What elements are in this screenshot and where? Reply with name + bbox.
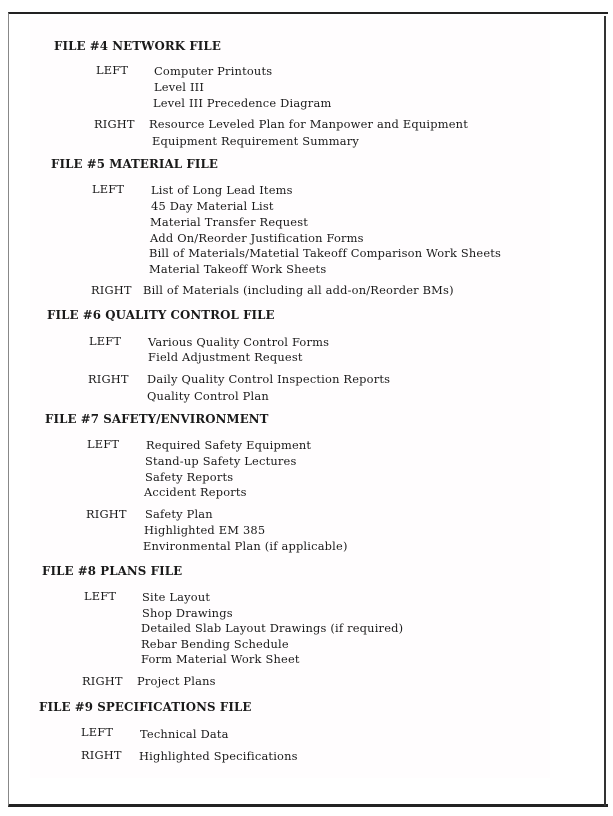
file-5-left-item: Add On/Reorder Justification Forms: [150, 231, 364, 245]
file-5-right-item: Bill of Materials (including all add-on/Reorder BMs): [143, 283, 454, 297]
file-4-left-label: LEFT: [96, 63, 129, 77]
file-4-right-label: RIGHT: [94, 117, 135, 131]
file-5-right-label: RIGHT: [91, 283, 132, 297]
file-6-left-item: Various Quality Control Forms: [148, 335, 330, 349]
file-8-left-item: Detailed Slab Layout Drawings (if required): [141, 621, 404, 635]
file-6-heading: FILE #6 QUALITY CONTROL FILE: [47, 308, 275, 322]
file-7-right-item: Safety Plan: [145, 507, 213, 521]
file-6-right-item: Daily Quality Control Inspection Reports: [147, 372, 391, 386]
file-8-left-item: Shop Drawings: [142, 606, 233, 620]
file-9-left-item: Technical Data: [140, 727, 229, 741]
file-4-right-item: Resource Leveled Plan for Manpower and Equipment: [149, 117, 468, 131]
file-7-left-item: Required Safety Equipment: [146, 438, 312, 452]
file-5-heading: FILE #5 MATERIAL FILE: [51, 157, 218, 171]
file-4-right-item: Equipment Requirement Summary: [152, 134, 360, 148]
file-5-left-item: List of Long Lead Items: [151, 183, 293, 197]
file-7-right-item: Highlighted EM 385: [144, 523, 266, 537]
file-8-left-item: Rebar Bending Schedule: [141, 637, 289, 651]
file-8-left-item: Form Material Work Sheet: [141, 652, 300, 666]
file-5-left-item: Material Takeoff Work Sheets: [149, 262, 327, 276]
file-4-left-item: Level III Precedence Diagram: [153, 96, 332, 110]
file-4-left-item: Level III: [154, 80, 205, 94]
file-9-right-item: Highlighted Specifications: [139, 749, 298, 763]
file-8-right-item: Project Plans: [137, 674, 216, 688]
file-7-left-item: Stand-up Safety Lectures: [145, 454, 297, 468]
file-9-right-label: RIGHT: [81, 748, 122, 762]
file-9-heading: FILE #9 SPECIFICATIONS FILE: [39, 700, 252, 714]
file-8-left-label: LEFT: [84, 589, 117, 603]
file-8-left-item: Site Layout: [142, 590, 211, 604]
file-8-right-label: RIGHT: [82, 674, 123, 688]
file-4-heading: FILE #4 NETWORK FILE: [54, 39, 221, 53]
file-5-left-item: Bill of Materials/Matetial Takeoff Comparison Work Sheets: [149, 246, 502, 260]
file-4-left-item: Computer Printouts: [154, 64, 273, 78]
file-7-heading: FILE #7 SAFETY/ENVIRONMENT: [45, 412, 269, 426]
file-5-left-item: Material Transfer Request: [150, 215, 309, 229]
file-6-right-item: Quality Control Plan: [147, 389, 269, 403]
file-7-left-item: Accident Reports: [144, 485, 247, 499]
file-8-heading: FILE #8 PLANS FILE: [42, 564, 183, 578]
file-9-left-label: LEFT: [81, 725, 114, 739]
file-6-left-label: LEFT: [89, 334, 122, 348]
file-5-left-item: 45 Day Material List: [151, 199, 274, 213]
file-6-right-label: RIGHT: [88, 372, 129, 386]
file-7-right-item: Environmental Plan (if applicable): [143, 539, 348, 553]
file-7-right-label: RIGHT: [86, 507, 127, 521]
file-6-left-item: Field Adjustment Request: [148, 350, 303, 364]
file-7-left-label: LEFT: [87, 437, 120, 451]
file-5-left-label: LEFT: [92, 182, 125, 196]
file-7-left-item: Safety Reports: [145, 470, 234, 484]
page-edge: [604, 16, 606, 806]
